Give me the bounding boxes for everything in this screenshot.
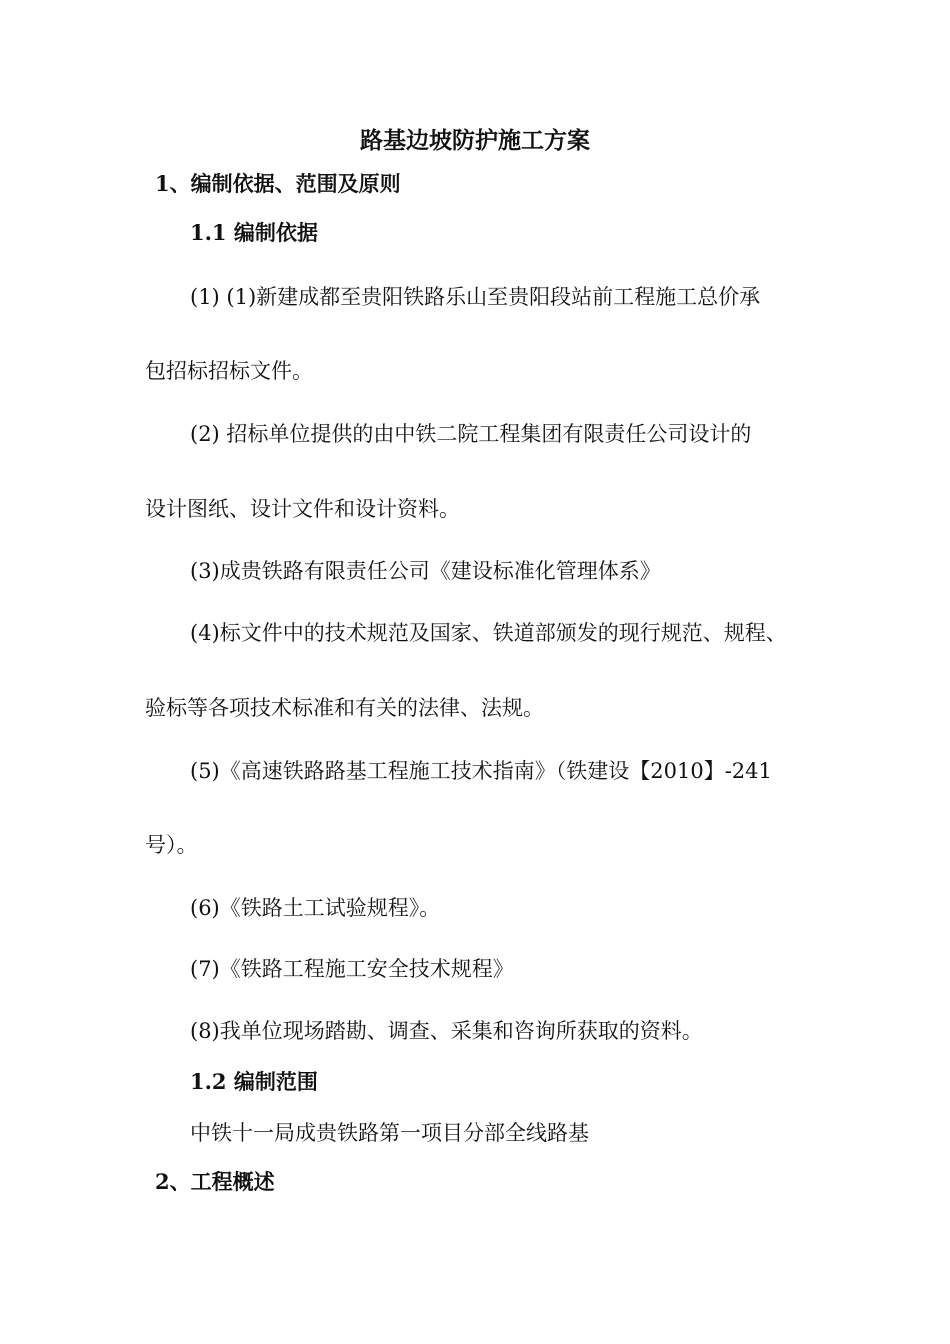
basis-item-4-line-2: 验标等各项技术标准和有关的法律、法规。 (145, 696, 544, 720)
basis-item-8: (8)我单位现场踏勘、调查、采集和咨询所获取的资料。 (190, 1019, 703, 1043)
scope-text: 中铁十一局成贵铁路第一项目分部全线路基 (190, 1121, 589, 1145)
basis-item-1-line-2: 包招标招标文件。 (145, 359, 313, 383)
basis-item-6: (6)《铁路土工试验规程》。 (190, 896, 441, 920)
basis-item-5-line-2: 号）。 (145, 833, 198, 857)
basis-item-4-line-1: (4)标文件中的技术规范及国家、铁道部颁发的现行规范、规程、 (190, 621, 787, 645)
section-1-heading: 1、编制依据、范围及原则 (155, 171, 401, 196)
basis-item-2-line-1: (2) 招标单位提供的由中铁二院工程集团有限责任公司设计的 (190, 422, 752, 446)
basis-item-5-line-1: (5)《高速铁路路基工程施工技术指南》（铁建设【2010】-241 (190, 759, 772, 783)
basis-item-2-line-2: 设计图纸、设计文件和设计资料。 (145, 497, 460, 521)
section-1-2-heading: 1.2 编制范围 (190, 1069, 318, 1094)
basis-item-7: (7)《铁路工程施工安全技术规程》 (190, 957, 514, 981)
basis-item-3: (3)成贵铁路有限责任公司《建设标准化管理体系》 (190, 559, 661, 583)
section-1-1-heading: 1.1 编制依据 (190, 220, 318, 245)
section-2-heading: 2、工程概述 (155, 1169, 275, 1194)
basis-item-1-line-1: (1) (1)新建成都至贵阳铁路乐山至贵阳段站前工程施工总价承 (190, 285, 761, 309)
document-title: 路基边坡防护施工方案 (360, 127, 590, 154)
